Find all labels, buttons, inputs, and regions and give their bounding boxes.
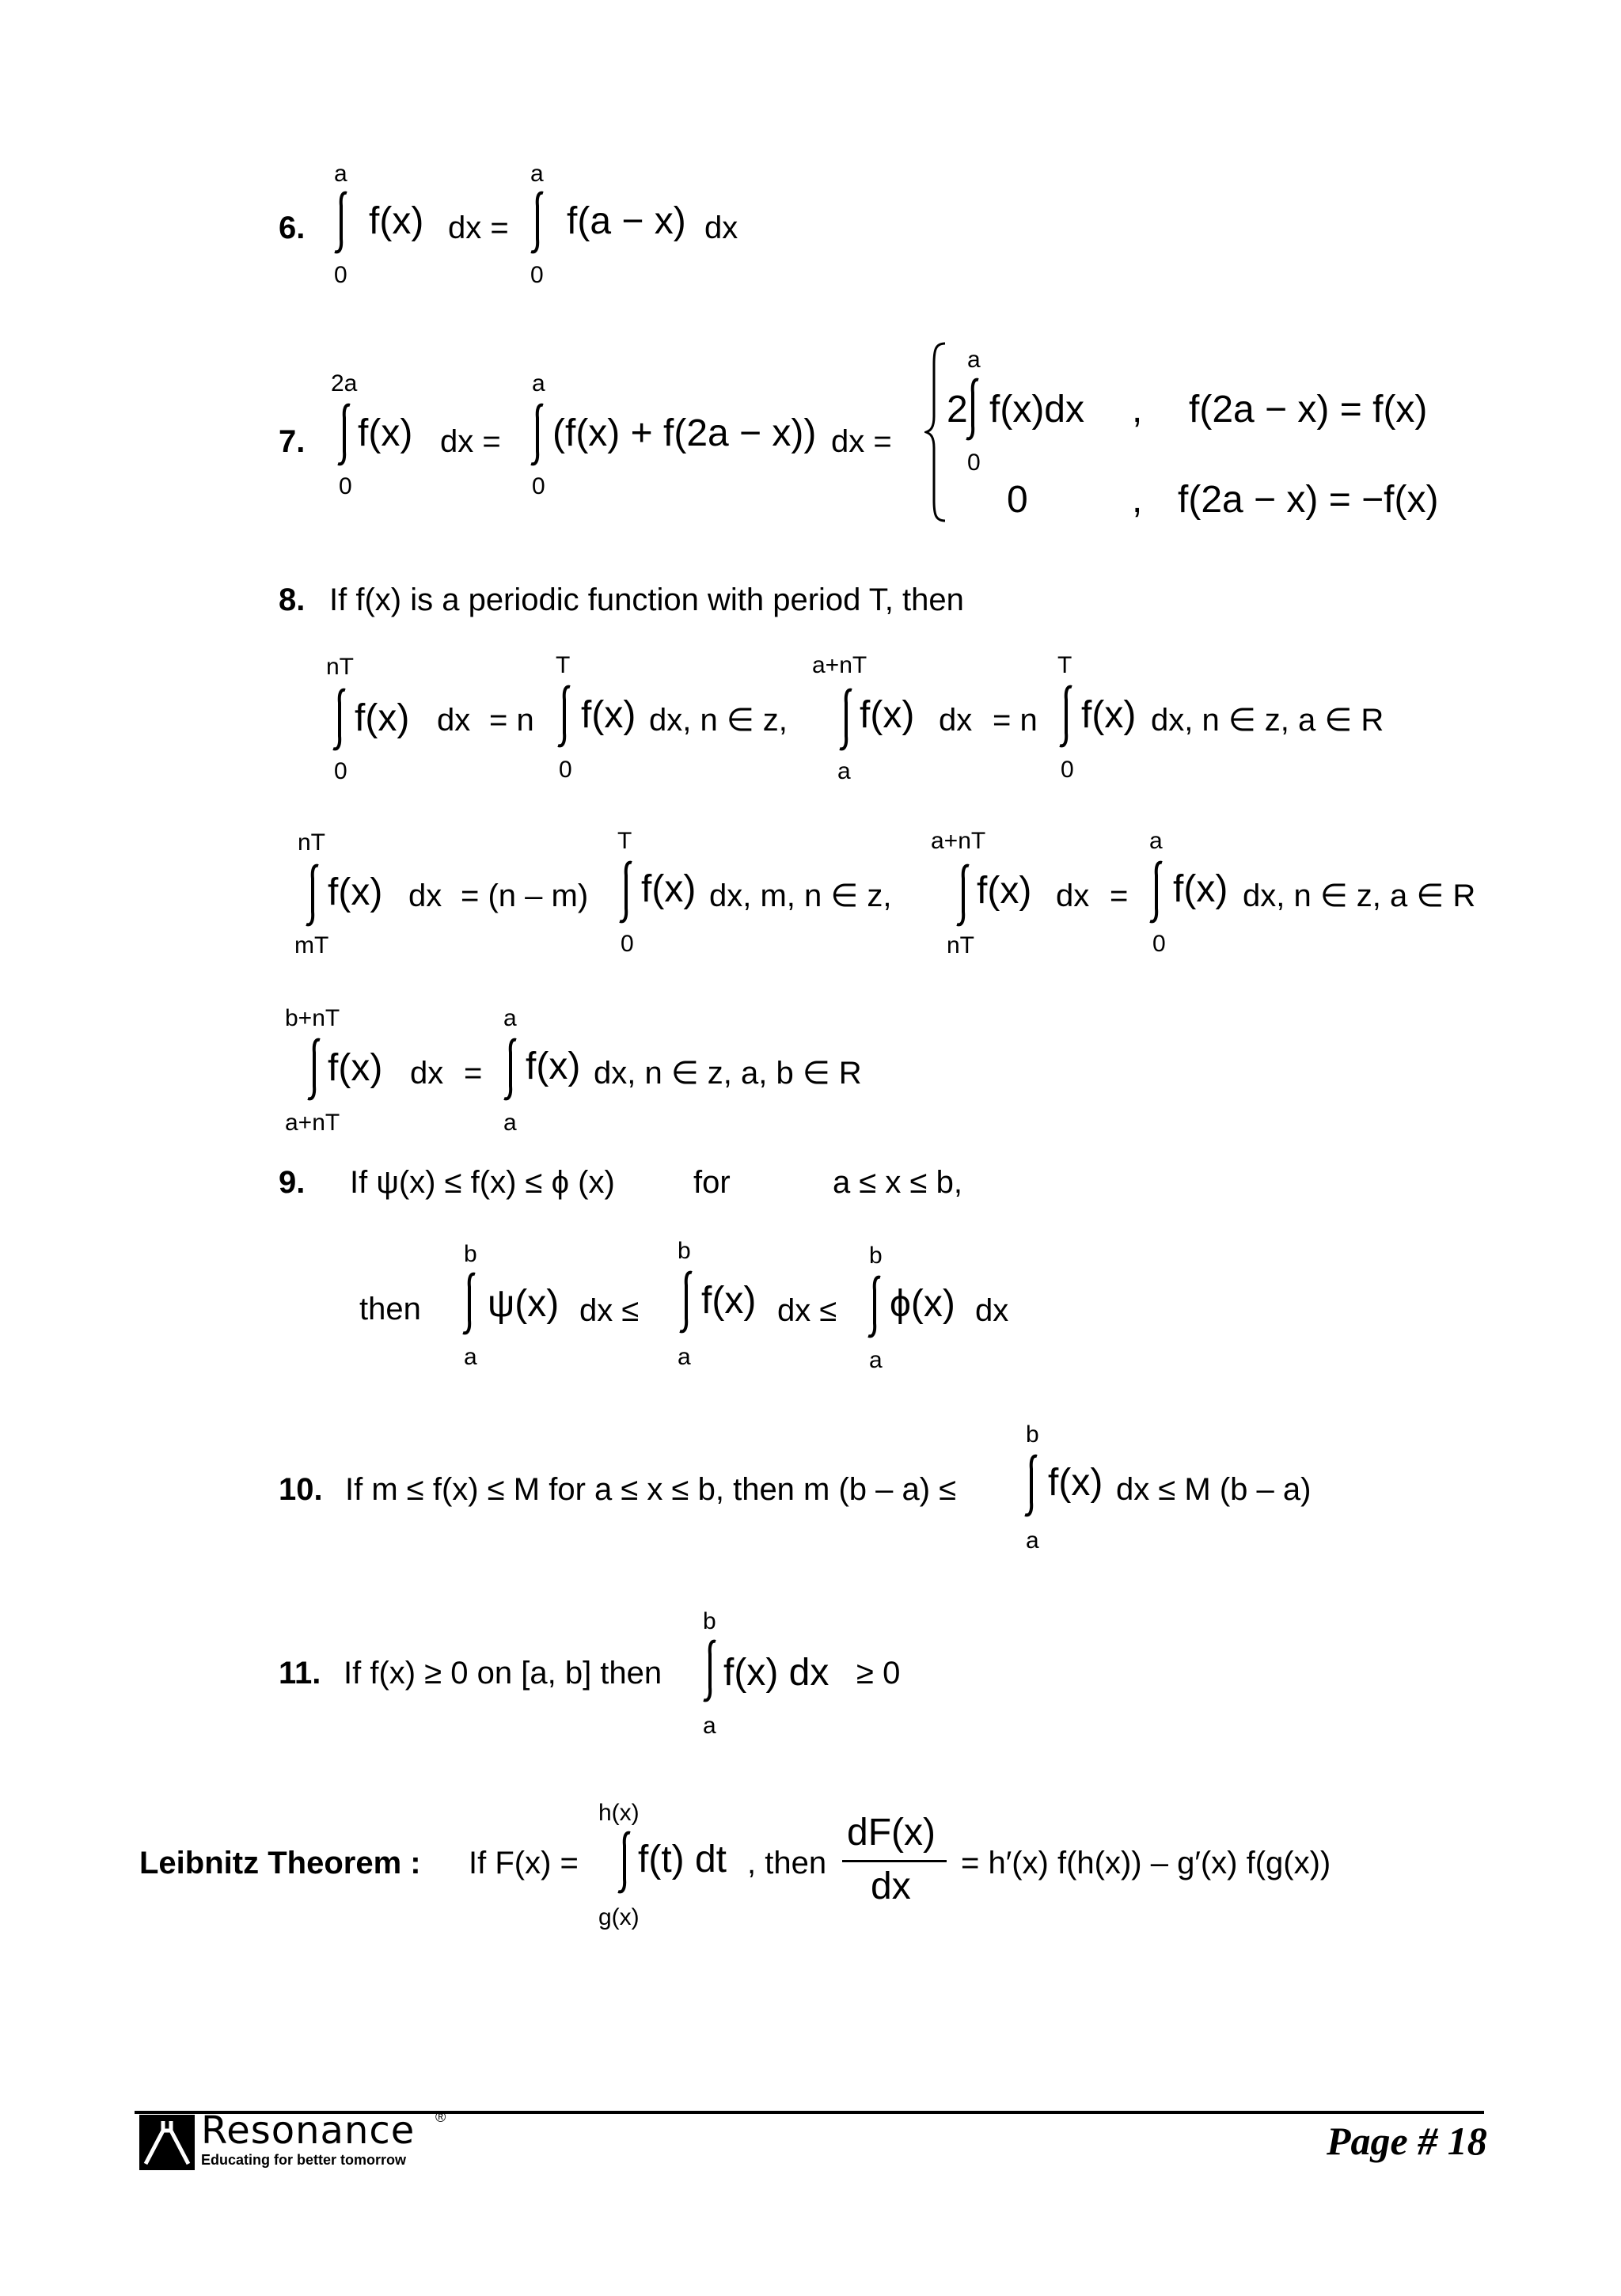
differential: dx: [1056, 879, 1090, 913]
upper-limit: a: [503, 1005, 517, 1031]
lower-limit: 0: [621, 931, 634, 957]
theorem-rhs: = h′(x) f(h(x)) – g′(x) f(g(x)): [961, 1846, 1331, 1880]
integral-sign: [502, 1037, 521, 1102]
upper-limit: b: [703, 1608, 716, 1634]
separator: ,: [1132, 479, 1143, 521]
fraction-bar: [842, 1860, 947, 1862]
tail: dx ≤ M (b – a): [1116, 1472, 1312, 1507]
theorem-text: If F(x) =: [469, 1846, 579, 1880]
upper-limit: a: [967, 347, 981, 373]
integral-sign: [678, 1269, 697, 1334]
integrand: f(x): [358, 412, 413, 454]
upper-limit: 2a: [331, 370, 358, 397]
differential: dx ≤: [777, 1293, 837, 1328]
theorem-title: Leibnitz Theorem :: [139, 1846, 421, 1880]
upper-limit: b: [464, 1241, 477, 1267]
integrand: f(x): [977, 870, 1032, 912]
integrand: f(x): [328, 1047, 383, 1089]
differential: dx: [437, 703, 471, 738]
integral-sign: [617, 860, 636, 924]
differential: dx ≤: [579, 1293, 640, 1328]
fraction-denominator: dx: [871, 1865, 911, 1907]
brand-tagline: Educating for better tomorrow: [201, 2152, 407, 2168]
upper-limit: T: [1057, 652, 1072, 678]
lower-limit: mT: [294, 932, 329, 958]
case-condition: f(2a − x) = −f(x): [1178, 479, 1439, 521]
separator: ,: [1132, 389, 1143, 431]
lower-limit: nT: [947, 932, 975, 958]
upper-limit: a: [532, 370, 545, 397]
registered-mark: ®: [435, 2109, 446, 2125]
lower-limit: a: [1026, 1528, 1039, 1554]
upper-limit: b: [869, 1243, 883, 1269]
upper-limit: nT: [298, 829, 326, 856]
integrand: f(x) dx: [723, 1652, 829, 1694]
integrand: f(x): [355, 697, 410, 739]
differential: dx =: [831, 424, 892, 459]
tail: dx, n ∈ z, a, b ∈ R: [594, 1056, 862, 1091]
tail: dx, n ∈ z, a ∈ R: [1243, 879, 1476, 913]
integral-sign: [964, 377, 983, 442]
lower-limit: a: [869, 1347, 883, 1373]
lower-limit: 0: [559, 757, 572, 783]
fraction-numerator: dF(x): [847, 1812, 936, 1854]
then-word: then: [359, 1292, 421, 1326]
tail: dx, m, n ∈ z,: [709, 879, 892, 913]
upper-limit: T: [556, 652, 571, 678]
integral-sign: [616, 1830, 635, 1895]
tail: ≥ 0: [856, 1656, 901, 1691]
equals: =: [1110, 879, 1129, 913]
integral-sign: [955, 863, 974, 928]
integral-sign: [529, 402, 548, 467]
item-text: If f(x) is a periodic function with period T, then: [329, 583, 964, 617]
integral-sign: [529, 190, 548, 255]
lower-limit: a: [464, 1344, 477, 1370]
upper-limit: a: [530, 161, 544, 187]
upper-limit: a+nT: [931, 828, 986, 854]
lower-limit: 0: [532, 473, 545, 499]
upper-limit: nT: [326, 654, 355, 680]
integrand: f(x): [1173, 868, 1228, 910]
upper-limit: T: [617, 828, 632, 854]
brand-name: Resonance: [201, 2108, 416, 2153]
differential: dx: [975, 1293, 1009, 1328]
range: a ≤ x ≤ b,: [833, 1165, 962, 1200]
for-word: for: [693, 1165, 731, 1200]
coefficient: 2: [947, 389, 968, 431]
integrand: f(x): [701, 1280, 757, 1322]
item-number: 10.: [279, 1472, 323, 1507]
differential: dx =: [448, 211, 509, 245]
integrand: f(x): [526, 1046, 581, 1087]
integrand: ψ(x): [488, 1283, 560, 1325]
upper-limit: a+nT: [812, 652, 867, 678]
integral-sign: [461, 1271, 480, 1336]
lower-limit: 0: [967, 450, 981, 476]
integrand: ϕ(x): [890, 1283, 955, 1325]
differential: dx: [410, 1056, 444, 1091]
integral-sign: [866, 1274, 885, 1339]
integrand: f(a − x): [567, 200, 686, 242]
lower-limit: a: [837, 758, 851, 784]
equals: =: [464, 1056, 483, 1091]
lower-limit: g(x): [598, 1904, 640, 1930]
upper-limit: a: [1149, 828, 1163, 854]
integral-sign: [1057, 684, 1076, 749]
differential: dx: [939, 703, 973, 738]
lower-limit: a: [703, 1713, 716, 1739]
integral-sign: [304, 863, 323, 928]
integral-sign: [331, 687, 350, 752]
integral-sign: [556, 684, 575, 749]
differential: dx: [704, 211, 738, 245]
differential: dx =: [440, 424, 501, 459]
lower-limit: 0: [1152, 931, 1166, 957]
condition: If ψ(x) ≤ f(x) ≤ ϕ (x): [350, 1165, 615, 1200]
integral-sign: [336, 402, 355, 467]
tail: dx, n ∈ z, a ∈ R: [1151, 703, 1384, 738]
upper-limit: b+nT: [285, 1005, 340, 1031]
case-condition: f(2a − x) = f(x): [1189, 389, 1428, 431]
integrand: f(x): [328, 871, 383, 913]
item-number: 6.: [279, 211, 306, 245]
lower-limit: 0: [334, 758, 347, 784]
integrand: f(x): [581, 694, 636, 736]
integrand: f(x): [1081, 694, 1137, 736]
lower-limit: a: [503, 1110, 517, 1136]
item-text: If f(x) ≥ 0 on [a, b] then: [344, 1656, 662, 1691]
lower-limit: a+nT: [285, 1110, 340, 1136]
left-brace: [924, 340, 948, 524]
page-number: Page # 18: [1327, 2119, 1487, 2163]
integrand: f(x): [860, 694, 915, 736]
case-expression: f(x)dx: [989, 389, 1084, 431]
upper-limit: h(x): [598, 1800, 640, 1826]
upper-limit: b: [678, 1238, 691, 1264]
integral-sign: [1023, 1453, 1042, 1518]
equals: = (n – m): [461, 879, 589, 913]
integrand: f(x): [641, 868, 697, 910]
integrand: f(x): [369, 200, 424, 242]
lower-limit: a: [678, 1344, 691, 1370]
lower-limit: 0: [1061, 757, 1074, 783]
item-number: 8.: [279, 583, 306, 617]
lower-limit: 0: [530, 262, 544, 288]
integrand: f(t) dt: [638, 1839, 727, 1880]
upper-limit: a: [334, 161, 347, 187]
lower-limit: 0: [339, 473, 352, 499]
integral-sign: [837, 687, 856, 752]
item-text: If m ≤ f(x) ≤ M for a ≤ x ≤ b, then m (b – a) ≤: [345, 1472, 957, 1507]
integrand: f(x): [1048, 1462, 1103, 1504]
item-number: 11.: [279, 1656, 321, 1691]
integral-sign: [332, 190, 351, 255]
differential: dx: [408, 879, 442, 913]
case-value: 0: [1007, 479, 1028, 521]
integral-sign: [701, 1638, 720, 1703]
upper-limit: b: [1026, 1421, 1039, 1448]
integrand: (f(x) + f(2a − x)): [552, 412, 817, 454]
integral-sign: [306, 1037, 325, 1102]
item-number: 9.: [279, 1165, 306, 1200]
resonance-logo-icon: [139, 2115, 195, 2170]
equals: = n: [489, 703, 534, 738]
item-number: 7.: [279, 424, 306, 459]
equals: = n: [993, 703, 1038, 738]
tail: dx, n ∈ z,: [649, 703, 788, 738]
lower-limit: 0: [334, 262, 347, 288]
then-word: , then: [747, 1846, 827, 1880]
integral-sign: [1148, 860, 1167, 924]
